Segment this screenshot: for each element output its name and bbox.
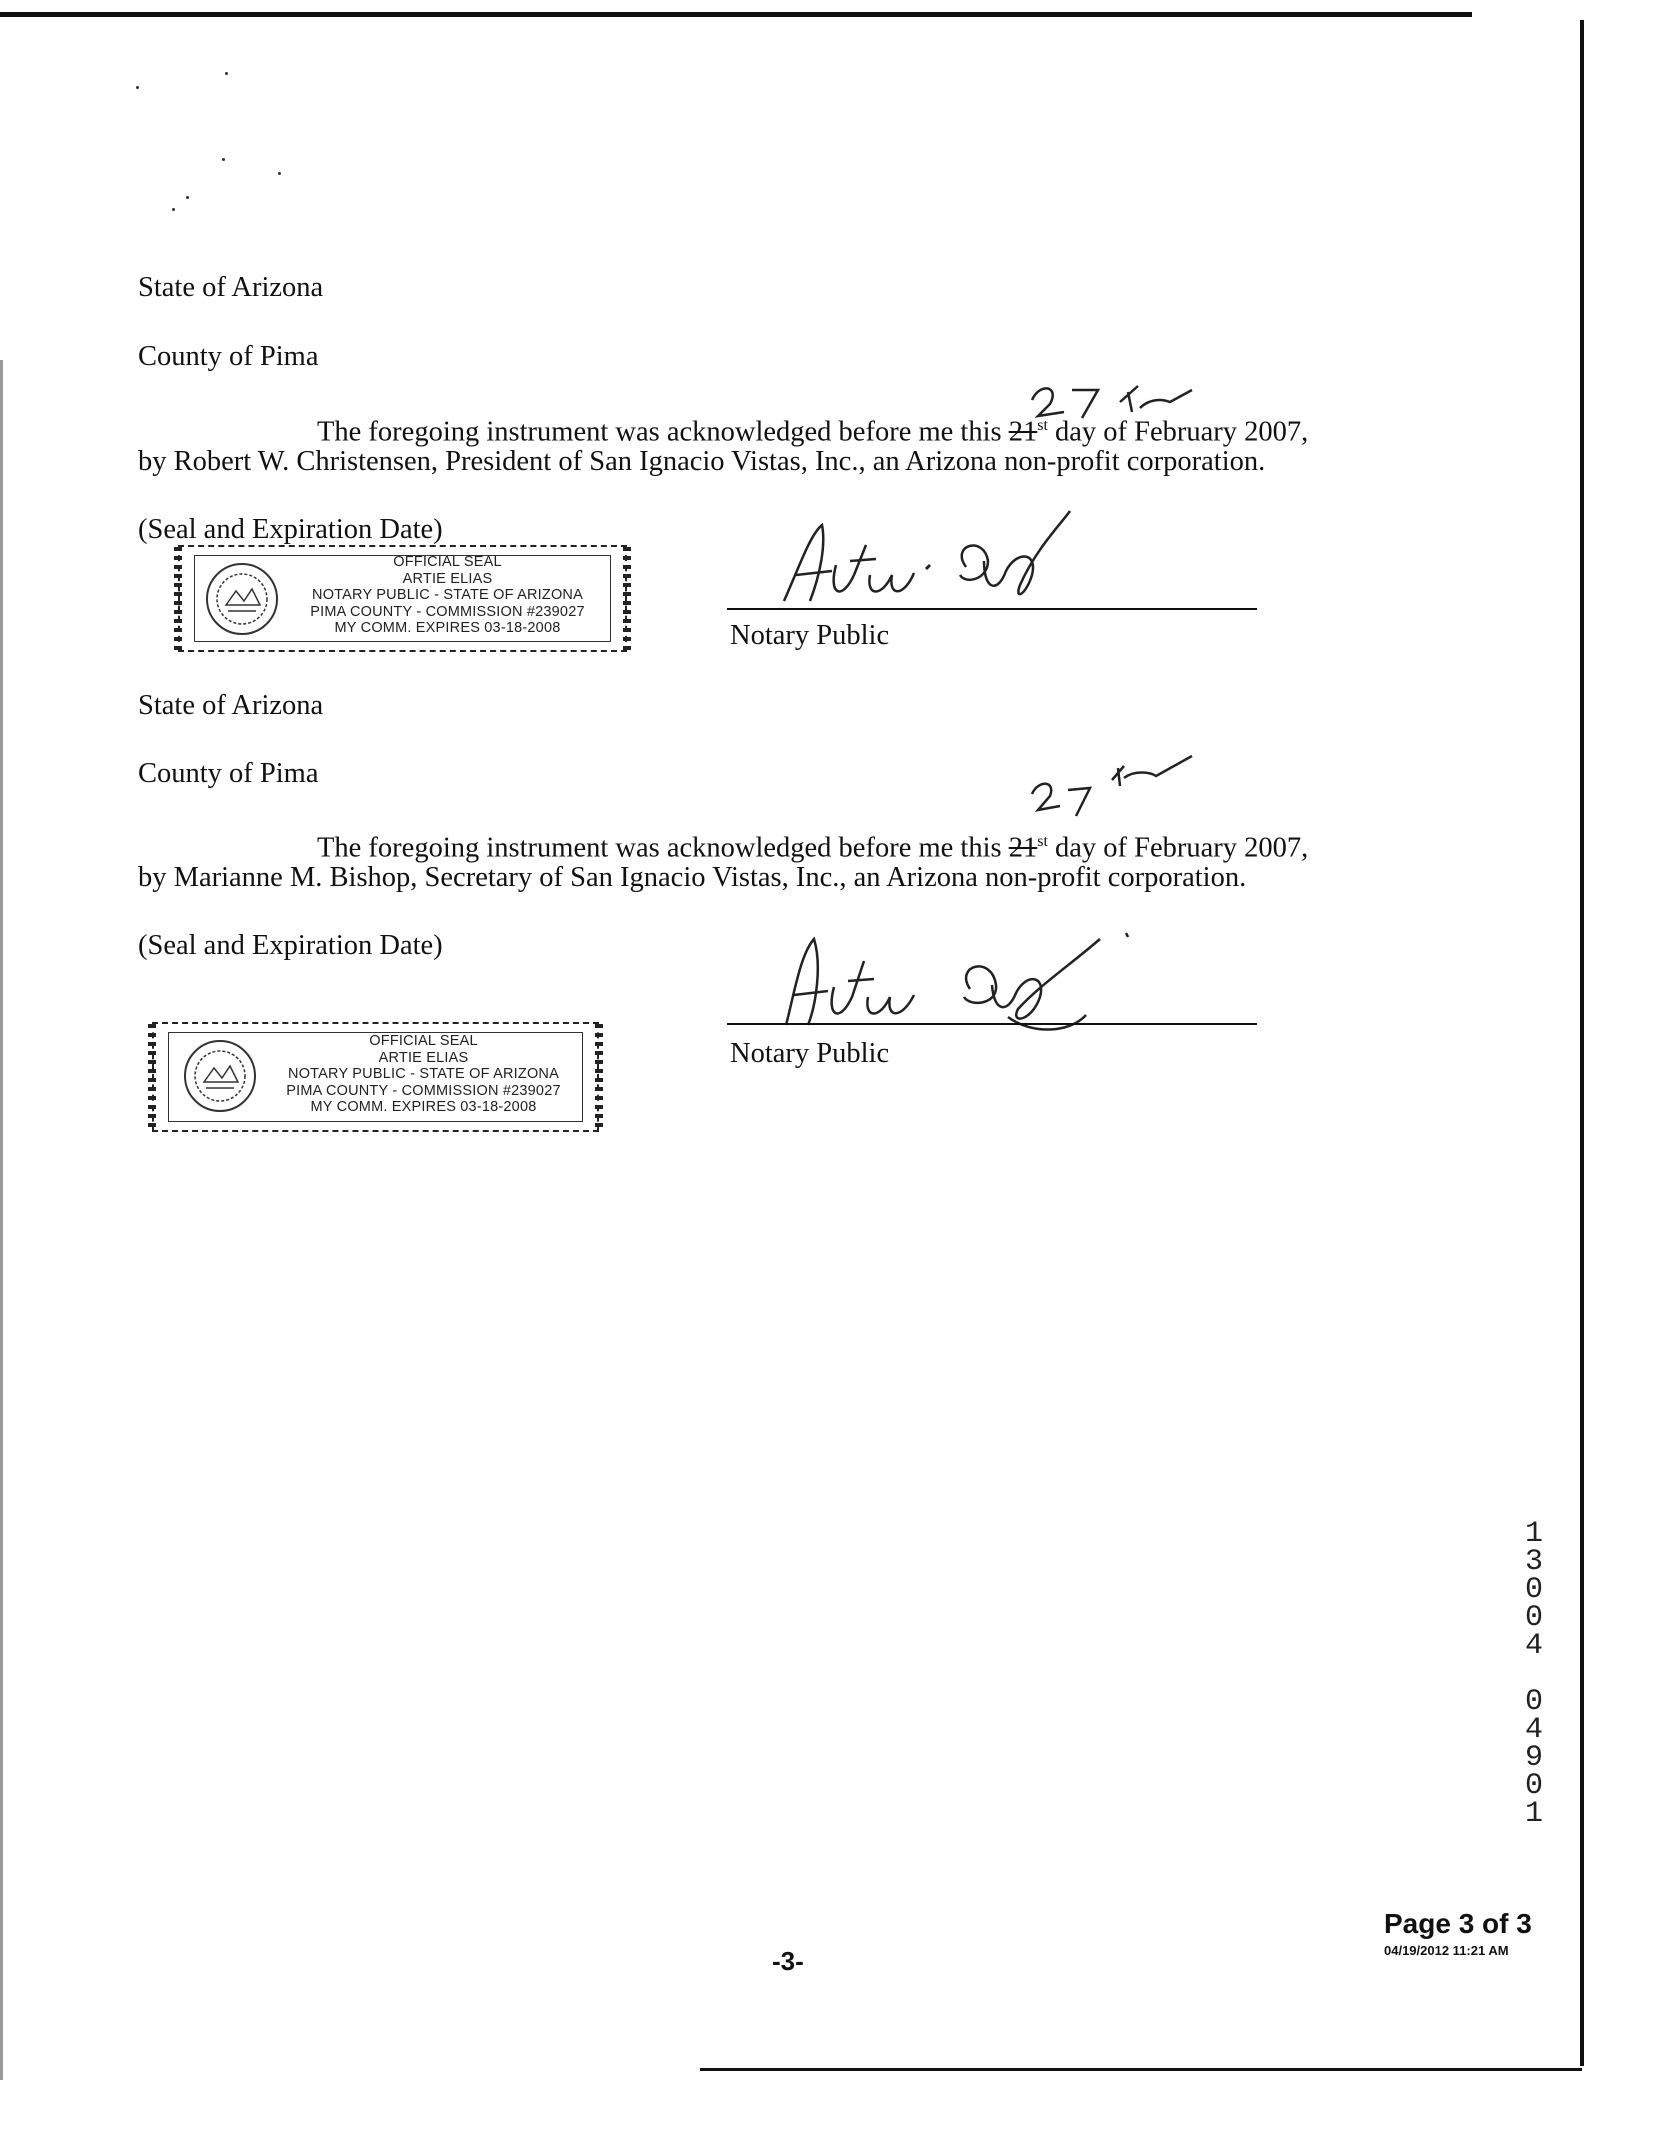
struck-day: 21	[1008, 832, 1038, 864]
page-number: -3-	[772, 1946, 804, 1976]
recording-number-digit: 0	[1524, 1573, 1543, 1607]
acknowledgment-date: day of February 2007,	[1047, 832, 1309, 864]
handwritten-day	[1020, 750, 1021, 751]
acknowledgment-line-2: by Marianne M. Bishop, Secretary of San Ignacio Vistas, Inc., an Arizona non-profit corporation.	[138, 862, 1247, 893]
signature-line	[727, 1023, 1257, 1025]
seal-line: ARTIE ELIAS	[402, 570, 493, 587]
recording-number-digit: 0	[1524, 1601, 1543, 1635]
notary-signature	[770, 925, 1150, 1035]
recording-number-digit: 1	[1524, 1797, 1543, 1831]
recording-number-digit: 1	[1524, 1517, 1543, 1551]
seal-line: ARTIE ELIAS	[378, 1049, 469, 1066]
acknowledgment-date: day of February 2007,	[1047, 416, 1309, 448]
recording-number-digit: 9	[1524, 1741, 1543, 1775]
recording-number-digit: 0	[1524, 1769, 1543, 1803]
struck-day-suffix: st	[1037, 417, 1048, 434]
state-seal-emblem	[182, 1038, 258, 1114]
county-line: County of Pima	[138, 758, 319, 789]
scan-speck	[186, 196, 189, 199]
scan-speck	[172, 208, 175, 211]
recording-number-digit: 4	[1524, 1713, 1543, 1747]
scan-speck	[225, 72, 228, 75]
scan-speck	[136, 86, 139, 89]
acknowledgment-text: The foregoing instrument was acknowledged before me this	[317, 416, 1009, 448]
notary-seal-stamp	[178, 545, 627, 652]
seal-label: (Seal and Expiration Date)	[138, 930, 443, 961]
seal-line: PIMA COUNTY - COMMISSION #239027	[310, 603, 585, 620]
notary-public-label: Notary Public	[730, 620, 890, 651]
seal-line: NOTARY PUBLIC - STATE OF ARIZONA	[312, 587, 583, 603]
acknowledgment-text: The foregoing instrument was acknowledged before me this	[317, 832, 1009, 864]
seal-line: NOTARY PUBLIC - STATE OF ARIZONA	[288, 1066, 559, 1082]
seal-line: OFFICIAL SEAL	[393, 554, 502, 570]
notary-signature	[770, 505, 1120, 615]
seal-line: OFFICIAL SEAL	[369, 1033, 478, 1049]
notary-public-label: Notary Public	[730, 1038, 890, 1069]
handwritten-suffix	[1120, 370, 1121, 371]
recording-number-digit: 3	[1524, 1545, 1543, 1579]
seal-label: (Seal and Expiration Date)	[138, 514, 443, 545]
page-counter: Page 3 of 3	[1384, 1908, 1532, 1939]
seal-line: PIMA COUNTY - COMMISSION #239027	[286, 1082, 561, 1099]
state-seal-emblem	[204, 561, 280, 637]
recording-number-digit: 0	[1524, 1685, 1543, 1719]
recording-number-digit: 4	[1524, 1629, 1543, 1663]
top-border	[0, 12, 1472, 17]
recording-number-digit	[1522, 1660, 1546, 1688]
page-timestamp: 04/19/2012 11:21 AM	[1384, 1943, 1509, 1958]
struck-day-suffix: st	[1037, 833, 1048, 850]
left-scan-edge	[0, 360, 3, 2080]
state-line: State of Arizona	[138, 272, 324, 303]
notary-seal-stamp	[152, 1022, 599, 1132]
acknowledgment-line-2: by Robert W. Christensen, President of San Ignacio Vistas, Inc., an Arizona non-profit corporation.	[138, 446, 1266, 477]
seal-line: MY COMM. EXPIRES 03-18-2008	[310, 1099, 537, 1115]
right-border	[1580, 20, 1584, 2066]
state-line: State of Arizona	[138, 690, 324, 721]
scan-speck	[222, 158, 225, 161]
bottom-border	[700, 2068, 1582, 2071]
struck-day: 21	[1008, 416, 1038, 448]
county-line: County of Pima	[138, 341, 319, 372]
recording-number	[1522, 1517, 1546, 1831]
seal-line: MY COMM. EXPIRES 03-18-2008	[334, 620, 561, 636]
signature-line	[727, 608, 1257, 610]
handwritten-correction	[1020, 750, 1200, 826]
handwritten-day	[1020, 370, 1021, 371]
scan-speck	[278, 172, 281, 175]
handwritten-suffix	[1100, 750, 1101, 751]
